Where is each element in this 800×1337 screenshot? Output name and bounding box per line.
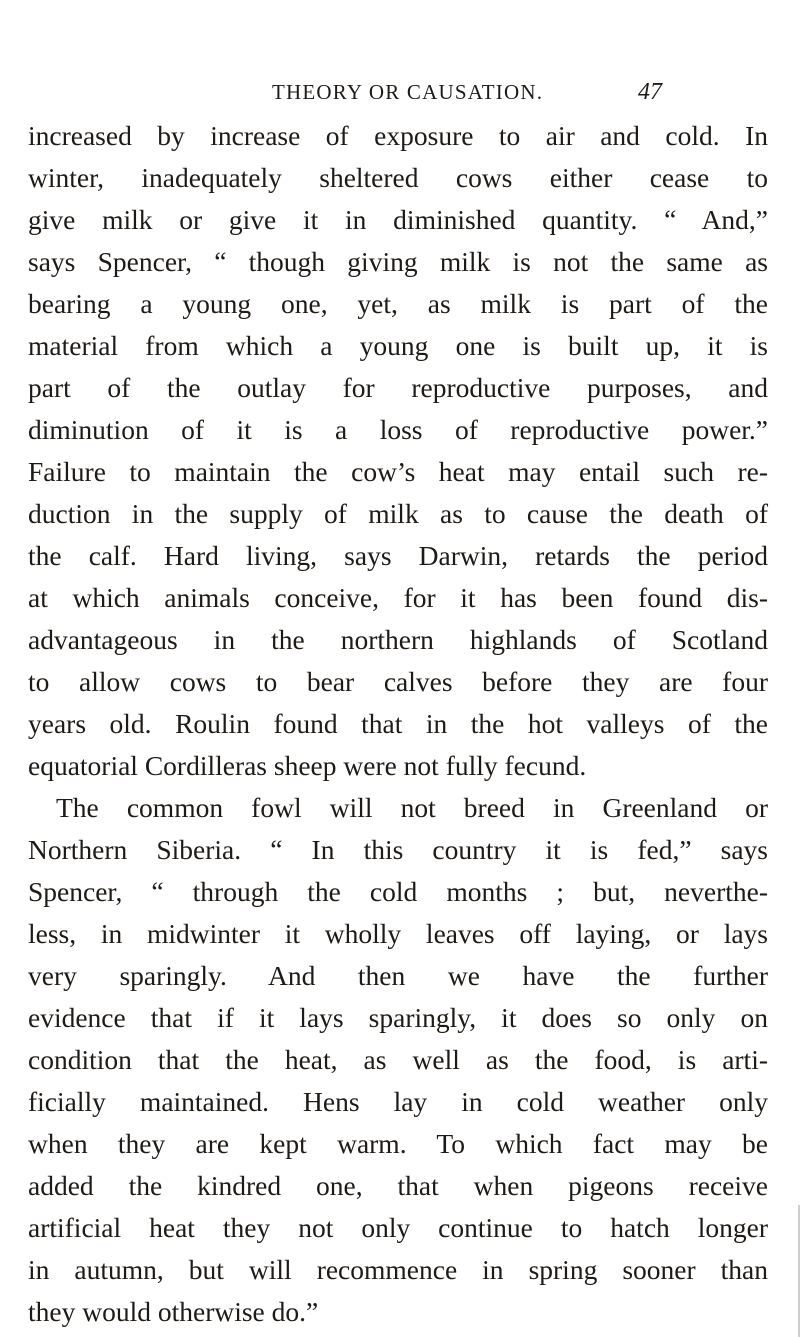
text-line: added the kindred one, that when pigeons receive xyxy=(28,1170,768,1201)
text-line: Northern Siberia. “ In this country it is fed,” says xyxy=(28,834,768,865)
body-text xyxy=(28,115,768,1333)
text-line: to allow cows to bear calves before they are four xyxy=(28,666,768,697)
text-line: the calf. Hard living, says Darwin, retards the period xyxy=(28,540,768,571)
text-line: Spencer, “ through the cold months ; but, neverthe- xyxy=(28,876,768,907)
text-line: artificial heat they not only continue to hatch longer xyxy=(28,1212,768,1243)
text-line: condition that the heat, as well as the food, is arti- xyxy=(28,1044,768,1075)
text-line: bearing a young one, yet, as milk is part of the xyxy=(28,288,768,319)
text-line: says Spencer, “ though giving milk is not the same as xyxy=(28,246,768,277)
text-line: duction in the supply of milk as to cause the death of xyxy=(28,498,768,529)
paragraph-first-line: The common fowl will not breed in Greenland or xyxy=(56,792,768,823)
text-line: Failure to maintain the cow’s heat may entail such re- xyxy=(28,456,768,487)
text-line: part of the outlay for reproductive purposes, and xyxy=(28,372,768,403)
text-line: advantageous in the northern highlands of Scotland xyxy=(28,624,768,655)
text-line: material from which a young one is built up, it is xyxy=(28,330,768,361)
page-header xyxy=(0,80,800,110)
text-line: in autumn, but will recommence in spring sooner than xyxy=(28,1254,768,1285)
text-line: equatorial Cordilleras sheep were not fully fecund. xyxy=(28,750,587,781)
running-title: THEORY OR CAUSATION. xyxy=(272,80,544,104)
text-line: give milk or give it in diminished quantity. “ And,” xyxy=(28,204,768,235)
text-line: they would otherwise do.” xyxy=(28,1296,319,1327)
text-line: less, in midwinter it wholly leaves off laying, or lays xyxy=(28,918,768,949)
text-line: years old. Roulin found that in the hot valleys of the xyxy=(28,708,768,739)
text-line: diminution of it is a loss of reproductive power.” xyxy=(28,414,768,445)
text-line: winter, inadequately sheltered cows either cease to xyxy=(28,162,768,193)
text-line: very sparingly. And then we have the further xyxy=(28,960,768,991)
text-line: when they are kept warm. To which fact may be xyxy=(28,1128,768,1159)
text-line: at which animals conceive, for it has been found dis- xyxy=(28,582,768,613)
text-line: increased by increase of exposure to air and cold. In xyxy=(28,120,768,151)
text-line: evidence that if it lays sparingly, it does so only on xyxy=(28,1002,768,1033)
text-line: ficially maintained. Hens lay in cold weather only xyxy=(28,1086,768,1117)
page-number: 47 xyxy=(638,79,662,105)
